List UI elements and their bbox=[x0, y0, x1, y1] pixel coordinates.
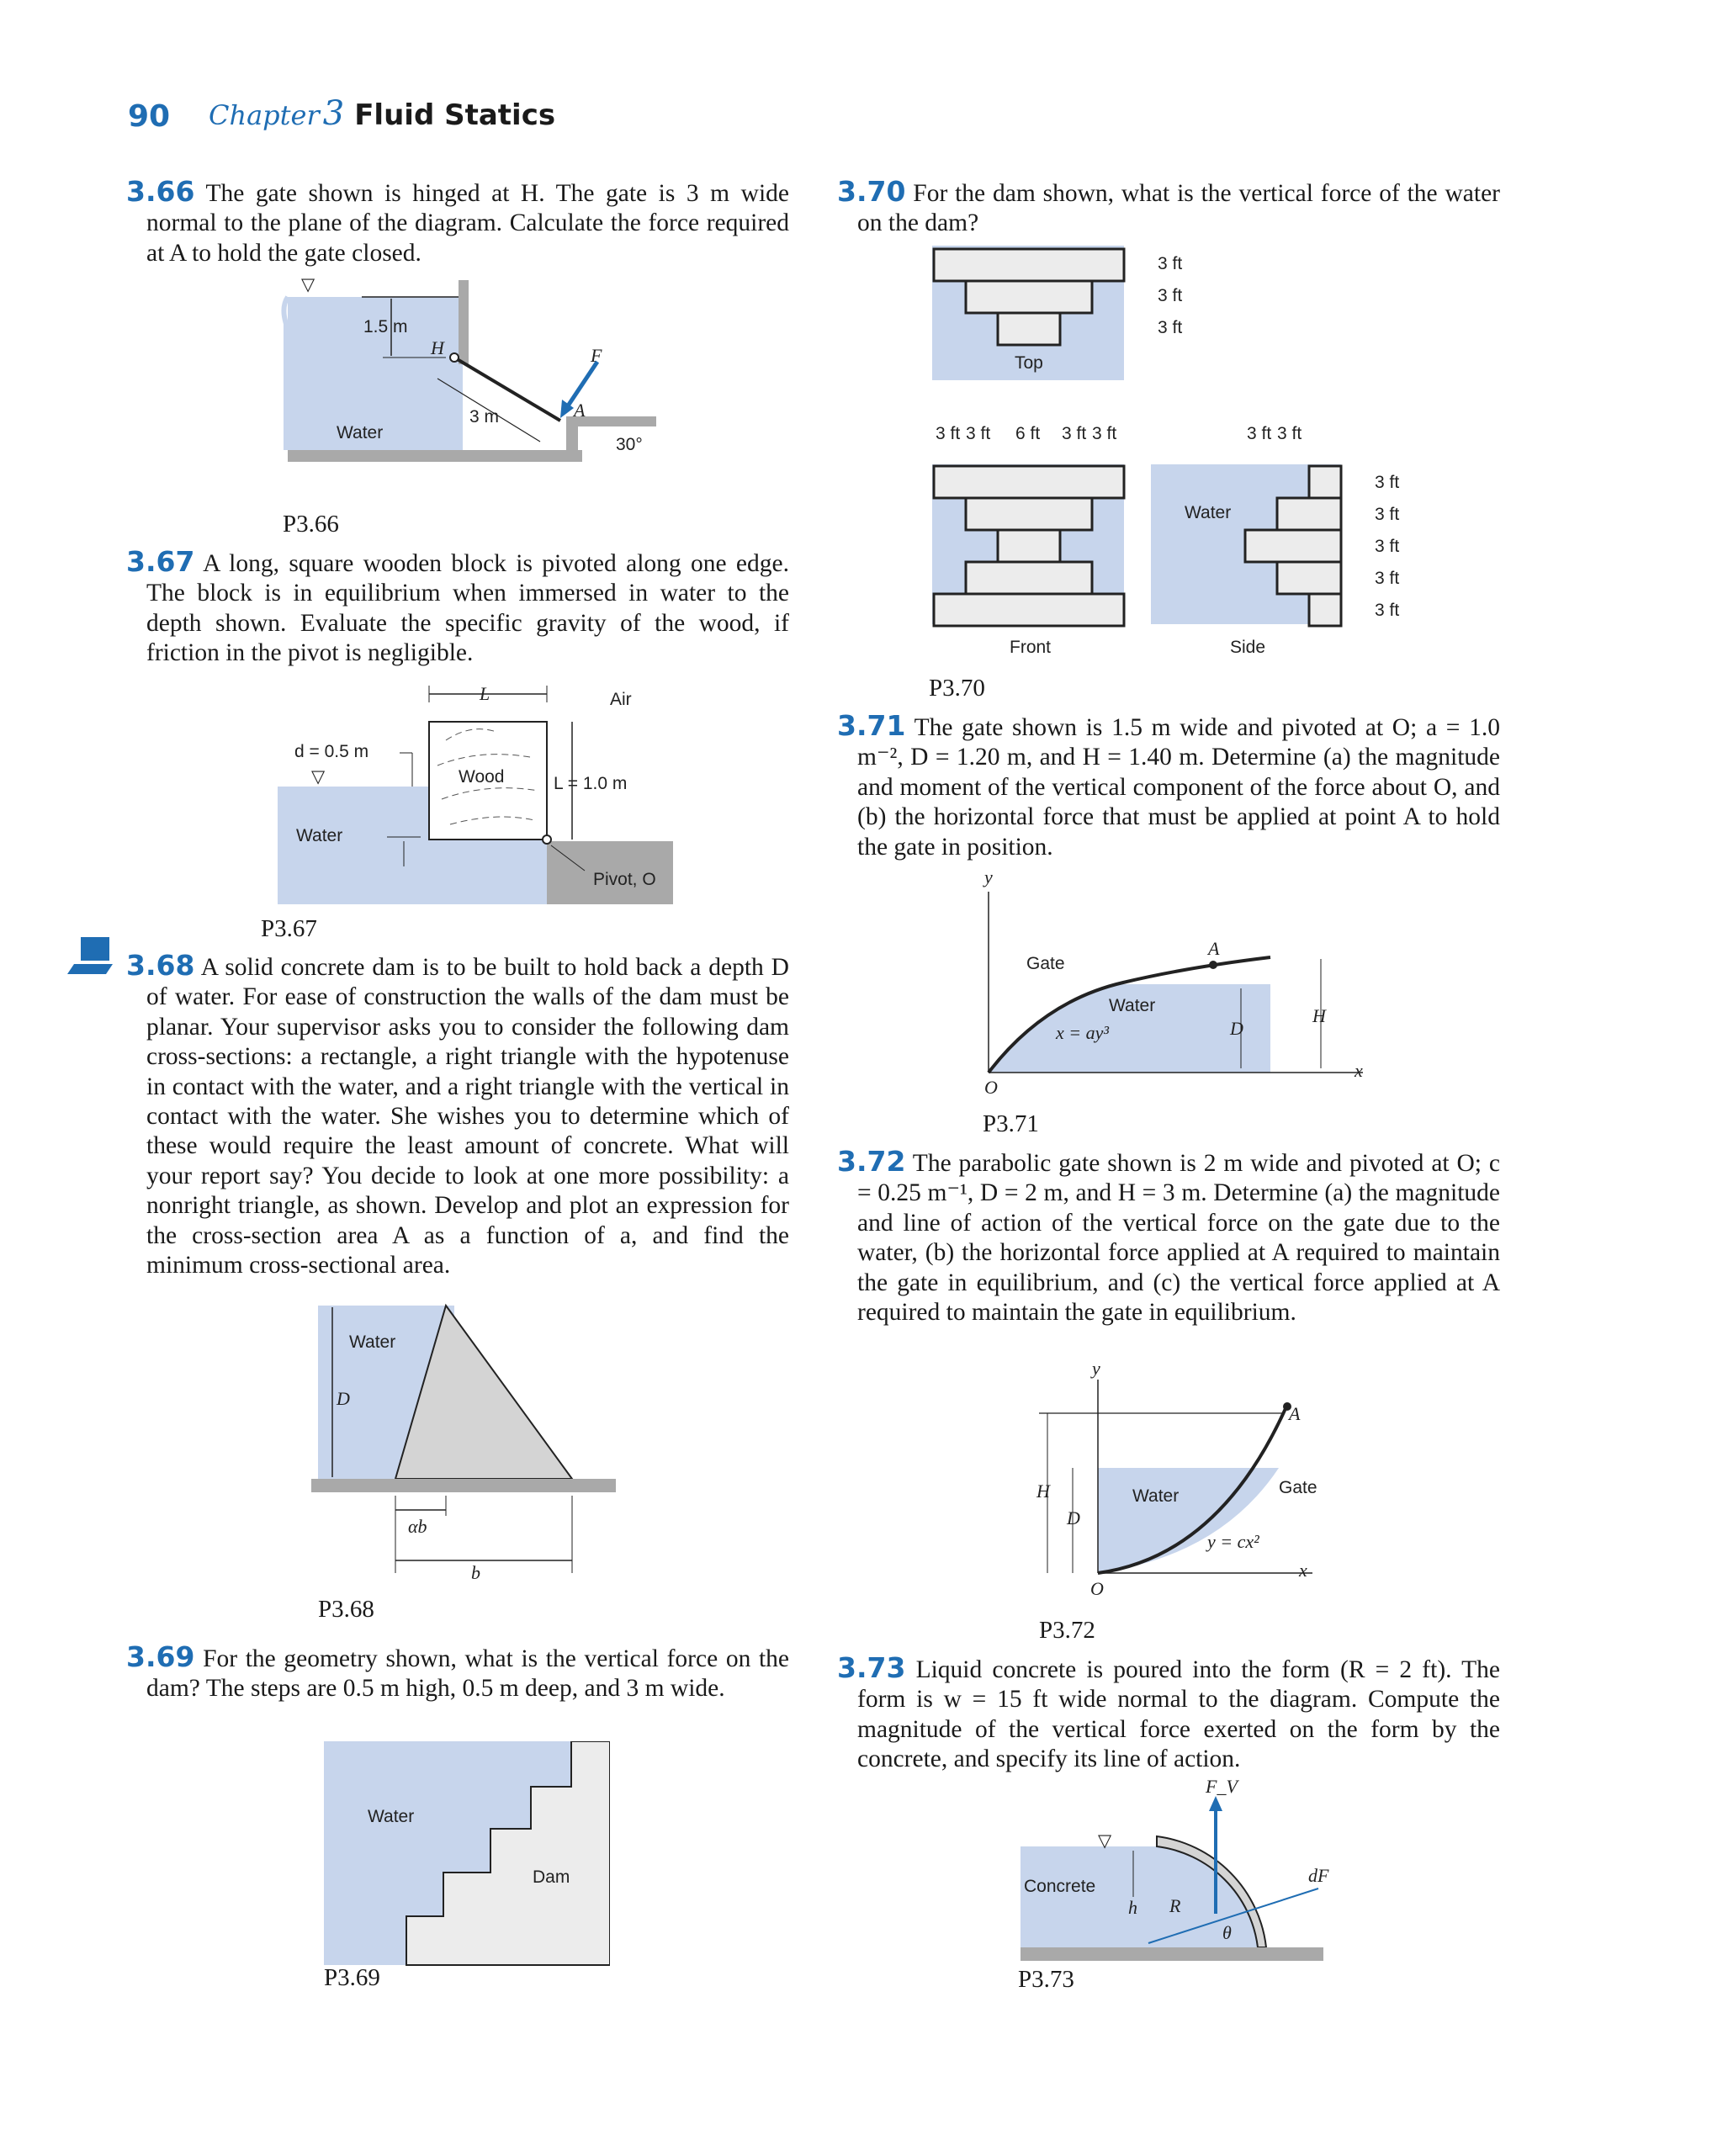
problem-number: 3.72 bbox=[837, 1145, 906, 1178]
pivot-label: Pivot, O bbox=[593, 870, 656, 889]
dim-label: 3 ft bbox=[1375, 537, 1400, 556]
figure-caption: P3.67 bbox=[261, 915, 317, 942]
figure-caption: P3.71 bbox=[983, 1110, 1039, 1137]
dim-label: 3 ft bbox=[1158, 286, 1183, 305]
problem-number: 3.67 bbox=[126, 545, 195, 578]
water-label: Water bbox=[1132, 1486, 1180, 1506]
dim-label: 3 ft bbox=[936, 424, 961, 443]
figure-p3-72 bbox=[1026, 1363, 1338, 1607]
dim-label: 3 ft bbox=[1092, 424, 1117, 443]
x-label: x bbox=[1299, 1560, 1307, 1581]
floor bbox=[288, 450, 582, 462]
laptop-icon bbox=[66, 934, 116, 981]
problem-number: 3.71 bbox=[837, 709, 906, 742]
figure-p3-73 bbox=[1014, 1779, 1333, 1964]
side-label: L bbox=[480, 683, 490, 704]
d-label: D bbox=[1230, 1018, 1243, 1039]
figure-p3-68 bbox=[311, 1295, 631, 1581]
water-label: Water bbox=[349, 1332, 396, 1352]
problem-3-72 bbox=[837, 1147, 1500, 1327]
figure-p3-69 bbox=[324, 1741, 610, 1968]
pivot-point bbox=[543, 835, 551, 844]
chapter-heading bbox=[209, 94, 555, 133]
ground bbox=[311, 1479, 616, 1492]
equation-label: y = cx² bbox=[1207, 1531, 1259, 1552]
hinge-point bbox=[450, 353, 459, 362]
water-label: Water bbox=[296, 826, 343, 845]
problem-text: For the geometry shown, what is the vertical force on the dam? The steps are 0.5 m high, 0.5 m deep, and 3 m wide. bbox=[146, 1645, 789, 1703]
side-label: Side bbox=[1230, 638, 1266, 657]
problem-3-71 bbox=[837, 711, 1500, 862]
df-label: dF bbox=[1308, 1865, 1329, 1886]
problem-text: For the dam shown, what is the vertical force of the water on the dam? bbox=[857, 180, 1501, 237]
chapter-number: 3 bbox=[322, 94, 345, 133]
b-label: b bbox=[471, 1562, 480, 1581]
dim-label: 3 ft bbox=[1158, 318, 1183, 337]
dim-label: 3 ft bbox=[1277, 424, 1302, 443]
figure-p3-70 bbox=[925, 244, 1447, 665]
problem-3-67 bbox=[126, 547, 789, 669]
problem-number: 3.73 bbox=[837, 1651, 906, 1684]
svg-text:▽: ▽ bbox=[1098, 1831, 1112, 1851]
dim-label: 3 ft bbox=[1158, 254, 1183, 273]
water-label: Water bbox=[368, 1807, 415, 1826]
problem-3-66 bbox=[126, 177, 789, 268]
size-label: L = 1.0 m bbox=[554, 774, 628, 793]
problem-text: The gate shown is 1.5 m wide and pivoted at O; a = 1.0 m⁻², D = 1.20 m, and H = 1.40 m. Determine (a) the magnitude and moment of the vertical component of the force about O, and (b) the horizontal force that must be applied at point A to hold the gate in position. bbox=[857, 714, 1500, 861]
dim-label: 3 ft bbox=[1375, 601, 1400, 620]
force-label: F bbox=[591, 345, 602, 366]
svg-text:▽: ▽ bbox=[301, 275, 315, 294]
figure-caption: P3.70 bbox=[929, 675, 985, 702]
x-label: x bbox=[1355, 1060, 1363, 1081]
equation-label: x = ay³ bbox=[1056, 1022, 1109, 1043]
ab-label: αb bbox=[408, 1516, 427, 1537]
figure-p3-67 bbox=[278, 673, 673, 908]
figure-caption: P3.72 bbox=[1039, 1617, 1095, 1644]
problem-3-68 bbox=[126, 951, 789, 1280]
d-label: D bbox=[1067, 1507, 1080, 1528]
problem-number: 3.70 bbox=[837, 175, 906, 208]
front-label: Front bbox=[1010, 638, 1052, 657]
height-label: 1.5 m bbox=[363, 317, 408, 336]
problem-text: Liquid concrete is poured into the form (R = 2 ft). The form is w = 15 ft wide normal to the diagram. Compute the magnitude of the vertical force exerted on the form by the concrete, and specify its line of action. bbox=[857, 1656, 1500, 1773]
dim-label: 3 ft bbox=[1375, 569, 1400, 588]
figure-caption: P3.68 bbox=[318, 1596, 374, 1623]
water-label: Water bbox=[337, 423, 384, 442]
problem-number: 3.68 bbox=[126, 949, 195, 982]
problem-number: 3.66 bbox=[126, 175, 195, 208]
concrete-label: Concrete bbox=[1024, 1877, 1096, 1896]
problem-3-70 bbox=[837, 177, 1500, 239]
chapter-word: Chapter bbox=[209, 99, 320, 131]
figure-p3-66 bbox=[278, 273, 656, 501]
o-label: O bbox=[984, 1077, 998, 1094]
dam-label: Dam bbox=[533, 1867, 570, 1887]
problem-3-73 bbox=[837, 1653, 1500, 1775]
length-label: 3 m bbox=[469, 407, 500, 426]
r-label: R bbox=[1169, 1895, 1181, 1916]
water-label: Water bbox=[1185, 503, 1232, 522]
point-a-label: A bbox=[574, 400, 586, 421]
y-label: y bbox=[984, 866, 993, 887]
figure-caption: P3.69 bbox=[324, 1964, 380, 1991]
figure-p3-71 bbox=[968, 866, 1388, 1094]
six-label: 6 ft bbox=[1015, 424, 1041, 443]
problem-text: A solid concrete dam is to be built to hold back a depth D of water. For ease of construction the walls of the dam must be planar. Your supervisor asks you to consider the following dam cross-sections: a rectangle, a right triangle with the hypotenuse in contact with the water, and a right triangle with the vertical in contact with the water. She wishes you to determine which of these would require the least amount of concrete. What will your report say? You decide to look at one more possibility: a nonright triangle, as shown. Develop and plot an expression for the cross-section area A as a function of a, and find the minimum cross-sectional area. bbox=[146, 954, 789, 1279]
problem-text: The gate shown is hinged at H. The gate is 3 m wide normal to the plane of the diagram. Calculate the force required at A to hold the gate closed. bbox=[146, 180, 789, 267]
top-label: Top bbox=[1015, 353, 1043, 373]
figure-caption: P3.66 bbox=[283, 511, 339, 538]
h-label: H bbox=[1312, 1005, 1326, 1026]
wall bbox=[459, 280, 469, 364]
dim-label: 3 ft bbox=[1375, 505, 1400, 524]
a-label: A bbox=[1208, 938, 1220, 959]
svg-text:▽: ▽ bbox=[311, 767, 326, 787]
h-label: H bbox=[1036, 1481, 1050, 1502]
gate-label: Gate bbox=[1279, 1478, 1317, 1497]
figure-caption: P3.73 bbox=[1018, 1966, 1074, 1993]
gate-label: Gate bbox=[1026, 954, 1065, 973]
chapter-title: Fluid Statics bbox=[354, 98, 556, 132]
page-number: 90 bbox=[128, 99, 171, 134]
problem-text: The parabolic gate shown is 2 m wide and pivoted at O; c = 0.25 m⁻¹, D = 2 m, and H = 3 m. Determine (a) the magnitude and line of action of the vertical force on the gate due to the water, (b) the horizontal force applied at A required to maintain the gate in equilibrium, and (c) the vertical force applied at A required to maintain the gate in equilibrium. bbox=[857, 1150, 1500, 1327]
water-label: Water bbox=[1109, 996, 1156, 1015]
o-label: O bbox=[1090, 1578, 1104, 1599]
depth-label: D bbox=[337, 1388, 350, 1409]
ground bbox=[1021, 1947, 1323, 1961]
problem-text: A long, square wooden block is pivoted along one edge. The block is in equilibrium when immersed in water to the depth shown. Evaluate the specific gravity of the wood, if friction in the pivot is negligible. bbox=[146, 550, 789, 667]
dim-label: 3 ft bbox=[966, 424, 991, 443]
problem-number: 3.69 bbox=[126, 1640, 195, 1673]
depth-label: d = 0.5 m bbox=[294, 742, 369, 761]
water-region bbox=[1098, 1468, 1279, 1573]
wood-label: Wood bbox=[459, 767, 505, 787]
a-label: A bbox=[1289, 1403, 1301, 1424]
air-label: Air bbox=[610, 690, 632, 709]
fv-label: F_V bbox=[1206, 1779, 1238, 1797]
dim-label: 3 ft bbox=[1062, 424, 1087, 443]
angle-label: 30° bbox=[616, 435, 643, 454]
y-label: y bbox=[1092, 1363, 1100, 1379]
dim-label: 3 ft bbox=[1375, 473, 1400, 492]
dim-label: 3 ft bbox=[1247, 424, 1272, 443]
point-a bbox=[1209, 961, 1217, 969]
theta-label: θ bbox=[1222, 1922, 1232, 1943]
h-label: h bbox=[1128, 1897, 1137, 1918]
hinge-label: H bbox=[431, 337, 444, 358]
problem-3-69 bbox=[126, 1642, 789, 1704]
